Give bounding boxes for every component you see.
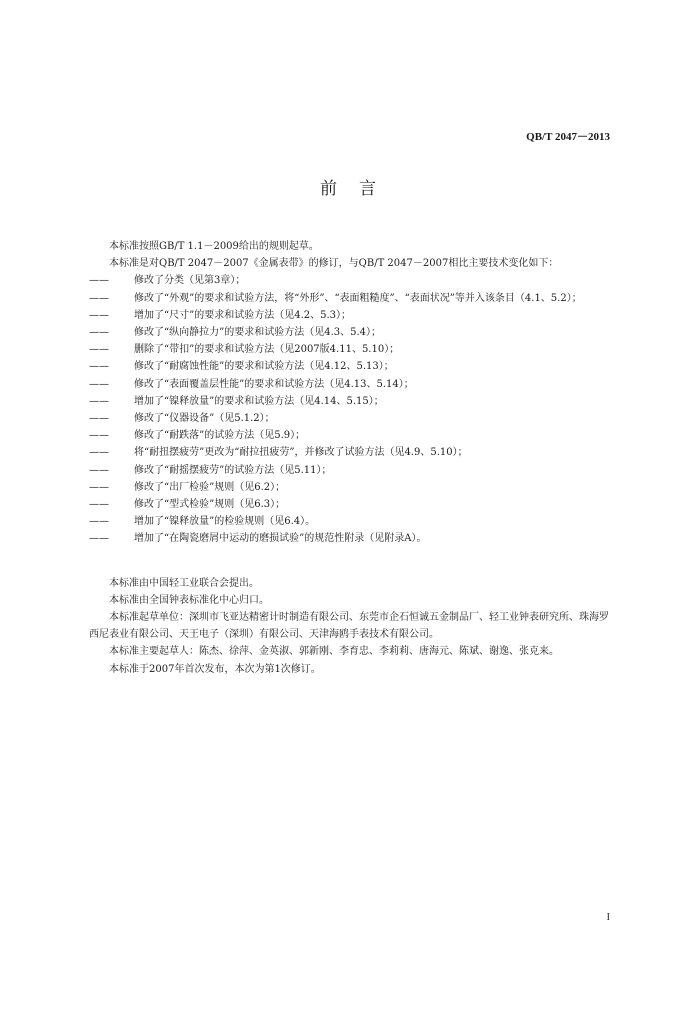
dash-marker: —— — [89, 464, 109, 476]
dash-marker: —— — [89, 413, 109, 425]
drafting-units-paragraph: 本标准起草单位：深圳市飞亚达精密计时制造有限公司、东莞市企石恒诚五金制品厂、轻工业钟表研究所、珠海罗西尼表业有限公司、天王电子（深圳）有限公司、天津海鸥手表技术有限公司。 — [89, 612, 609, 641]
list-item: —— 修改了“仪器设备”（见5.1.2）； — [89, 410, 609, 427]
list-item: —— 修改了“表面覆盖层性能”的要求和试验方法（见4.13、5.14）； — [89, 376, 609, 393]
list-item: —— 修改了“耐跌落”的试验方法（见5.9）； — [89, 427, 609, 444]
drafters-paragraph: 本标准主要起草人：陈杰、徐萍、金英淑、郭新刚、李育忠、李莉莉、唐海元、陈斌、谢逸、张克来。 — [109, 646, 559, 658]
list-item: —— 修改了“耐腐蚀性能”的要求和试验方法（见4.12、5.13）； — [89, 358, 609, 375]
changes-list — [89, 272, 609, 547]
document-body — [89, 238, 609, 678]
dash-marker: —— — [89, 430, 109, 442]
list-item: —— 增加了“尺寸”的要求和试验方法（见4.2、5.3）； — [89, 307, 609, 324]
dash-marker: —— — [89, 361, 109, 373]
dash-marker: —— — [89, 344, 109, 356]
dash-marker: —— — [89, 447, 109, 459]
standard-code: QB/T 2047－2013 — [526, 131, 610, 143]
dash-marker: —— — [89, 481, 109, 493]
dash-marker: —— — [89, 309, 109, 321]
intro-paragraph-1: 本标准按照GB/T 1.1－2009给出的规则起草。 — [109, 241, 319, 252]
list-item: —— 修改了“型式检验”规则（见6.3）； — [89, 496, 609, 513]
list-item: —— 将“耐扭摆疲劳”更改为“耐拉扭疲劳”，并修改了试验方法（见4.9、5.10）； — [89, 444, 609, 461]
proposer-paragraph: 本标准由中国轻工业联合会提出。 — [109, 577, 259, 589]
dash-marker: —— — [89, 327, 109, 339]
dash-marker: —— — [89, 378, 109, 390]
dash-marker: —— — [89, 533, 109, 545]
list-item: —— 修改了“出厂检验”规则（见6.2）； — [89, 479, 609, 496]
dash-marker: —— — [89, 395, 109, 407]
list-item: —— 修改了分类（见第3章）； — [89, 272, 609, 289]
list-item: —— 删除了“带扣”的要求和试验方法（见2007版4.11、5.10）； — [89, 341, 609, 358]
dash-marker: —— — [89, 292, 109, 304]
page-number: I — [606, 912, 610, 923]
dash-marker: —— — [89, 275, 109, 287]
list-item: —— 增加了“在陶瓷磨屑中运动的磨损试验”的规范性附录（见附录A）。 — [89, 530, 609, 547]
list-item: —— 修改了“外观”的要求和试验方法，将“外形”、“表面粗糙度”、“表面状况”等并入该条目（4.1、5.2）； — [89, 290, 609, 307]
history-paragraph: 本标准于2007年首次发布，本次为第1次修订。 — [109, 663, 321, 675]
page-title: 前言 — [320, 179, 398, 199]
intro-paragraph-2: 本标准是对QB/T 2047－2007《金属表带》的修订，与QB/T 2047－2007相比主要技术变化如下： — [109, 258, 559, 270]
spacer — [89, 548, 609, 575]
list-item: —— 修改了“耐摇摆疲劳”的试验方法（见5.11）； — [89, 462, 609, 479]
list-item: —— 增加了“镍释放量”的检验规则（见6.4）。 — [89, 513, 609, 530]
list-item: —— 修改了“纵向静拉力”的要求和试验方法（见4.3、5.4）； — [89, 324, 609, 341]
dash-marker: —— — [89, 516, 109, 528]
centralizer-paragraph: 本标准由全国钟表标准化中心归口。 — [109, 594, 269, 606]
dash-marker: —— — [89, 499, 109, 511]
list-item: —— 增加了“镍释放量”的要求和试验方法（见4.14、5.15）； — [89, 393, 609, 410]
